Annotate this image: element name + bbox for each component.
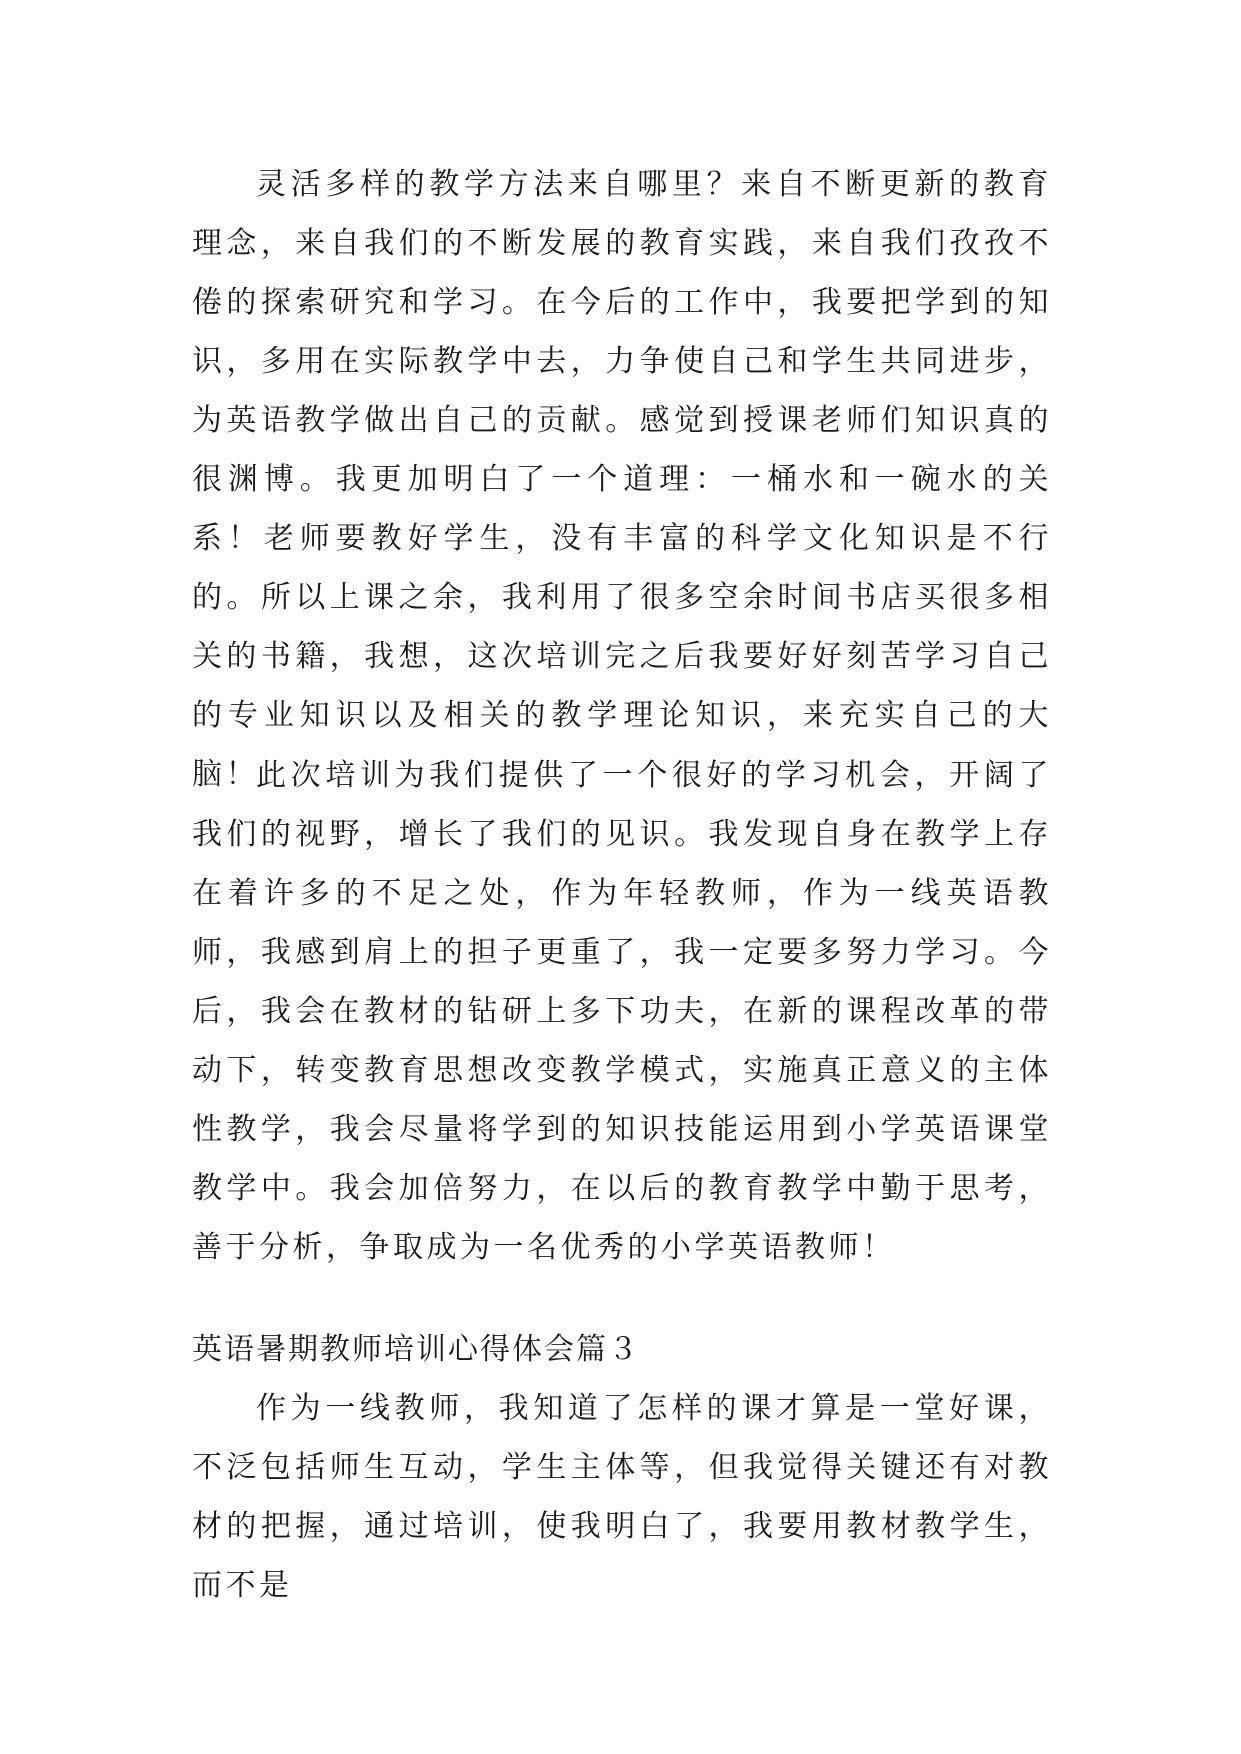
body-paragraph: 此次培训为我们提供了一个很好的学习机会，开阔了我们的视野，增长了我们的见识。我发现自身在教学上存在着许多的不足之处，作为年轻教师，作为一线英语教师，我感到肩上的担子更重了，我一定要多努力学习。今后，我会在教材的钻研上多下功夫，在新的课程改革的带动下，转变教育思想改变教学模式，实施真正意义的主体性教学，我会尽量将学到的知识技能运用到小学英语课堂教学中。我会加倍努力，在以后的教育教学中勤于思考，善于分析，争取成为一名优秀的小学英语教师！ — [192, 758, 1052, 1265]
body-paragraph: 作为一线教师，我知道了怎样的课才算是一堂好课，不泛包括师生互动，学生主体等，但我觉得关键还有对教材的把握，通过培训，使我明白了，我要用教材教学生，而不是 — [192, 1391, 1052, 1603]
section-heading: 英语暑期教师培训心得体会篇３ — [192, 1332, 640, 1367]
body-paragraph: 灵活多样的教学方法来自哪里？来自不断更新的教育理念，来自我们的不断发展的教育实践，来自我们孜孜不倦的探索研究和学习。在今后的工作中，我要把学到的知识，多用在实际教学中去，力争使自己和学生共同进步，为英语教学做出自己的贡献。感觉到授课老师们知识真的很渊博。我更加明白了一个道理：一桶水和一碗水的关系！老师要教好学生，没有丰富的科学文化知识是不行的。所以上课之余，我利用了很多空余时间书店买很多相关的书籍，我想，这次培训完之后我要好好刻苦学习自己的专业知识以及相关的教学理论知识，来充实自己的大脑！ — [192, 167, 1052, 792]
